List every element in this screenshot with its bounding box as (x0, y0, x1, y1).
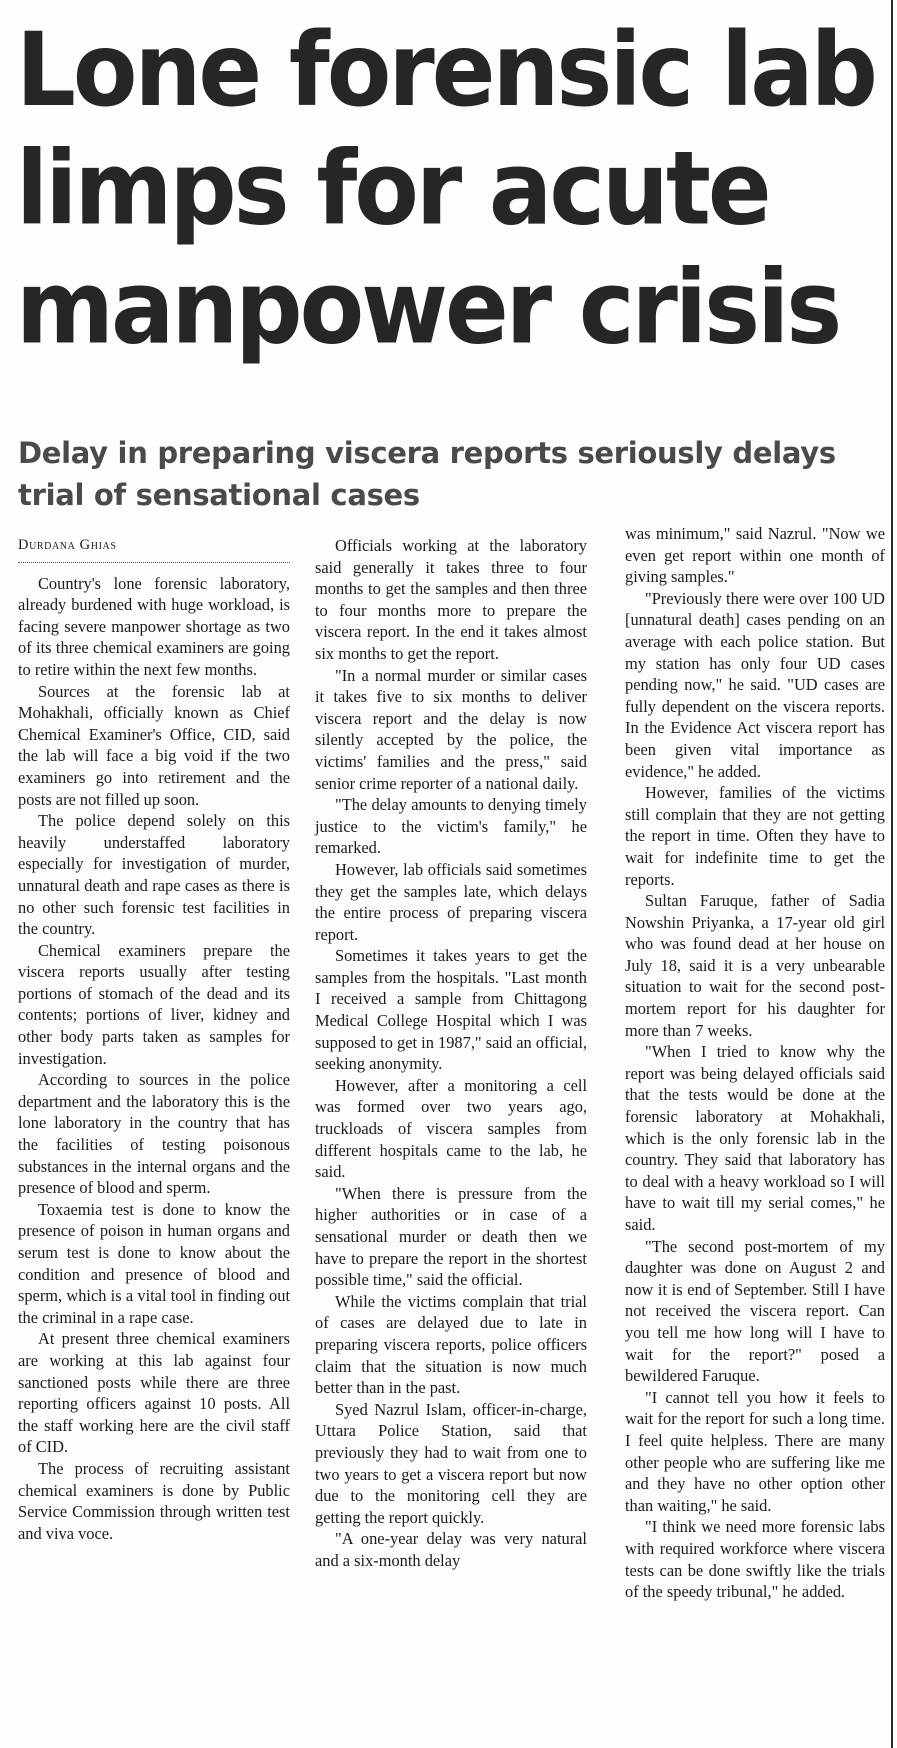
article-column-2 (315, 535, 587, 1572)
byline: Durdana Ghias (18, 535, 290, 563)
article-column-1 (18, 535, 290, 1544)
headline-line-1: Lone forensic lab (16, 12, 875, 130)
paragraph: "I think we need more forensic labs with required workforce where viscera tests can be done swiftly like the trials of the speedy tribunal," he added. (625, 1517, 885, 1602)
paragraph: Chemical examiners prepare the viscera reports usually after testing portions of stomach of the dead and its contents; portions of liver, kidney and other body parts taken as samples for investigation. (18, 940, 290, 1068)
paragraph: However, after a monitoring a cell was formed over two years ago, truckloads of viscera samples from different hospitals came to the lab, he said. (315, 1075, 587, 1182)
headline-line-3: manpower crisis (16, 249, 840, 368)
paragraph: Syed Nazrul Islam, officer-in-charge, Uttara Police Station, said that previously they had to wait from one to two years to get a viscera report but now due to the monitoring cell they are getting the report quickly. (315, 1399, 587, 1527)
paragraph: "In a normal murder or similar cases it takes five to six months to deliver viscera report and the delay is now silently accepted by the police, the victims' families and the press," said senior crime reporter of a national daily. (315, 665, 587, 793)
paragraph: The police depend solely on this heavily understaffed laboratory especially for investigation of murder, unnatural death and rape cases as there is no other such forensic test facilities in the country. (18, 811, 290, 939)
paragraph: "Previously there were over 100 UD [unnatural death] cases pending on an average with each police station. But my station has only four UD cases pending now," he said. "UD cases are fully dependent on the viscera reports. In the Evidence Act viscera report has been given vital importance as evidence," he added. (625, 588, 885, 781)
paragraph: Sources at the forensic lab at Mohakhali, officially known as Chief Chemical Examiner's Office, CID, said the lab will face a big void if the two examiners go into retirement and the posts are not filled up soon. (18, 681, 290, 809)
paragraph: However, lab officials said sometimes they get the samples late, which delays the entire process of preparing viscera report. (315, 859, 587, 944)
page-border (891, 0, 893, 1748)
paragraph: Sultan Faruque, father of Sadia Nowshin Priyanka, a 17-year old girl who was found dead at her house on July 18, said it is a very unbearable situation to wait for the second post-mortem report for his daughter for more than 7 weeks. (625, 891, 885, 1040)
paragraph: Country's lone forensic laboratory, already burdened with huge workload, is facing severe manpower shortage as two of its three chemical examiners are going to retire within the next few months. (18, 573, 290, 679)
paragraph: However, families of the victims still complain that they are not getting the report in time. Often they have to wait for indefinite time to get the reports. (625, 783, 885, 889)
paragraph: "The delay amounts to denying timely justice to the victim's family," he remarked. (315, 795, 587, 858)
paragraph: "I cannot tell you how it feels to wait for the report for such a long time. I feel quite helpless. There are many other people who are suffering like me and they have no other option other than waiting," he said. (625, 1387, 885, 1515)
paragraph: "A one-year delay was very natural and a six-month delay (315, 1529, 587, 1570)
paragraph: "When there is pressure from the higher authorities or in case of a sensational murder or death then we have to prepare the report in the shortest possible time," said the official. (315, 1183, 587, 1290)
paragraph: According to sources in the police department and the laboratory this is the lone laboratory in the country that has the facilities of testing poisonous substances in the internal organs and the presence of blood and sperm. (18, 1070, 290, 1198)
paragraph: The process of recruiting assistant chemical examiners is done by Public Service Commission through written test and viva voce. (18, 1458, 290, 1543)
paragraph: Sometimes it takes years to get the samples from the hospitals. "Last month I received a sample from Chittagong Medical College Hospital which I was supposed to get in 1987," said an official, seeking anonymity. (315, 946, 587, 1074)
paragraph: While the victims complain that trial of cases are delayed due to late in preparing viscera reports, police officers claim that the situation is now much better than in the past. (315, 1291, 587, 1398)
paragraph: was minimum," said Nazrul. "Now we even get report within one month of giving samples." (625, 524, 885, 587)
headline-line-2: limps for acute (16, 130, 769, 249)
byline-block (18, 535, 290, 563)
headline (16, 12, 876, 368)
paragraph: Toxaemia test is done to know the presence of poison in human organs and serum test is done to know about the condition and presence of blood and sperm, which is a vital tool in finding out the criminal in a rape case. (18, 1199, 290, 1327)
subheadline-line-1: Delay in preparing viscera reports seriously delays (18, 436, 836, 470)
paragraph: "When I tried to know why the report was being delayed officials said that the tests would be done at the forensic laboratory at Mohakhali, which is the only forensic lab in the country. They said that laboratory has to deal with a heavy workload so I will have to wait till my serial comes," he said. (625, 1042, 885, 1234)
paragraph: Officials working at the laboratory said generally it takes three to four months to get the samples and then three to four months more to prepare the viscera report. In the end it takes almost six months to get the report. (315, 536, 587, 663)
paragraph: "The second post-mortem of my daughter was done on August 2 and now it is end of September. Still I have not received the viscera report. Can you tell me how long will I have to wait for the report?" posed a bewildered Faruque. (625, 1236, 885, 1386)
article-column-3 (625, 523, 885, 1603)
subheadline-line-2: trial of sensational cases (18, 478, 420, 512)
subheadline (18, 432, 878, 516)
paragraph: At present three chemical examiners are working at this lab against four sanctioned posts while there are three reporting officers against 10 posts. All the staff working here are the civil staff of CID. (18, 1329, 290, 1457)
